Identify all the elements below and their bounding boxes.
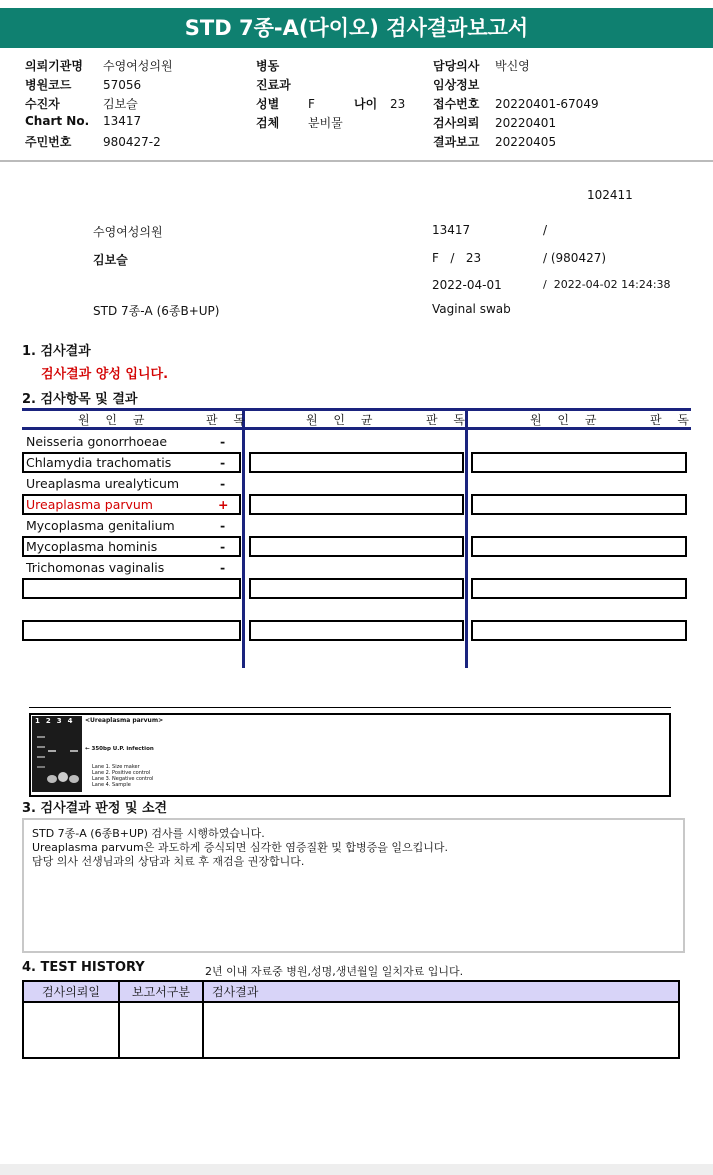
pathogen-result: - xyxy=(220,476,226,491)
pathogen-result: - xyxy=(220,455,226,470)
header-row: 수진자 김보슬 xyxy=(25,97,138,111)
history-col-report-type: 보고서구분 xyxy=(119,981,203,1002)
findings-line: Ureaplasma parvum은 과도하게 증식되면 심각한 염증질환 및 합병증을 일으킵니다. xyxy=(32,841,448,854)
pathogen-result-positive: + xyxy=(218,497,229,512)
row-box xyxy=(471,536,687,557)
pathogen-result: - xyxy=(220,434,226,449)
history-cell xyxy=(119,1002,203,1058)
row-box xyxy=(471,620,687,641)
section4-heading: 4. TEST HISTORY xyxy=(22,960,145,975)
col-header-pathogen: 원 인 균 xyxy=(530,413,603,427)
row-box xyxy=(249,452,464,473)
col-header-result: 판 독 xyxy=(426,413,471,427)
history-note: 2년 이내 자료중 병원,성명,생년월일 일치자료 입니다. xyxy=(205,965,464,978)
table-divider-2 xyxy=(465,408,468,668)
pathogen-name: Neisseria gonorrhoeae xyxy=(26,434,168,449)
info-report-datetime: / 2022-04-02 14:24:38 xyxy=(543,278,671,291)
row-box xyxy=(471,494,687,515)
info-hospital: 수영여성의원 xyxy=(93,225,163,239)
info-birth: / (980427) xyxy=(543,251,607,265)
col-header-pathogen: 원 인 균 xyxy=(306,413,379,427)
info-sex-age: F / 23 xyxy=(432,251,482,265)
info-slash: / xyxy=(543,223,548,237)
info-request-date: 2022-04-01 xyxy=(432,278,502,292)
row-box xyxy=(249,620,464,641)
result-summary: 검사결과 양성 입니다. xyxy=(41,367,169,382)
header-row: 주민번호 980427-2 xyxy=(25,135,161,149)
info-specimen: Vaginal swab xyxy=(432,302,511,316)
info-test-name: STD 7종-A (6종B+UP) xyxy=(93,304,220,318)
header-row: Chart No. 13417 xyxy=(25,114,142,128)
row-box xyxy=(249,536,464,557)
pathogen-name: Chlamydia trachomatis xyxy=(26,455,172,470)
footer-band xyxy=(0,1164,713,1175)
pathogen-name: Mycoplasma genitalium xyxy=(26,518,175,533)
header-separator xyxy=(0,160,713,162)
pathogen-result: - xyxy=(220,560,226,575)
header-col1 xyxy=(25,57,235,152)
history-empty-row xyxy=(23,1002,679,1058)
row-box xyxy=(249,494,464,515)
history-header-row xyxy=(23,981,679,1002)
row-box xyxy=(471,578,687,599)
pathogen-name: Trichomonas vaginalis xyxy=(26,560,165,575)
header-row: 의뢰기관명 수영여성의원 xyxy=(25,59,173,73)
report-code: 102411 xyxy=(587,188,633,202)
pathogen-name-positive: Ureaplasma parvum xyxy=(26,497,153,512)
gel-band-label: ← 350bp U.P. infection xyxy=(85,746,154,752)
table-divider-1 xyxy=(242,408,245,668)
pathogen-result: - xyxy=(220,539,226,554)
row-box xyxy=(22,578,241,599)
col-header-result: 판 독 xyxy=(206,413,251,427)
header-age: 나이 23 xyxy=(354,97,406,111)
findings-box xyxy=(22,818,685,953)
findings-line: STD 7종-A (6종B+UP) 검사를 시행하였습니다. xyxy=(32,827,265,840)
info-patient: 김보슬 xyxy=(93,253,128,267)
col-header-pathogen: 원 인 균 xyxy=(78,413,151,427)
header-col2: 병동 진료과 성별 F 검체 분비물 xyxy=(256,59,343,130)
section2-heading: 2. 검사항목 및 결과 xyxy=(22,392,138,407)
report-title: STD 7종-A(다이오) 검사결과보고서 xyxy=(0,8,713,48)
gel-bands-icon xyxy=(32,716,82,792)
col-header-result: 판 독 xyxy=(650,413,695,427)
section3-heading: 3. 검사결과 판정 및 소견 xyxy=(22,801,168,816)
pathogen-result: - xyxy=(220,518,226,533)
pathogen-name: Ureaplasma urealyticum xyxy=(26,476,180,491)
header-col3: 담당의사 박신영 임상정보 접수번호 20220401-67049 검사의뢰 20220401 결과보고 20220405 xyxy=(433,59,599,149)
row-box xyxy=(471,452,687,473)
gel-electrophoresis-image xyxy=(32,716,82,792)
pathogen-name: Mycoplasma hominis xyxy=(26,539,158,554)
gel-lane-labels: 1 2 3 4 xyxy=(35,717,73,725)
history-table xyxy=(22,980,680,1059)
gel-legend: Lane 1. Size maker Lane 2. Positive control Lane 3. Negative control Lane 4. Sample xyxy=(92,764,154,788)
history-col-request-date: 검사의뢰일 xyxy=(23,981,119,1002)
section1-heading: 1. 검사결과 xyxy=(22,344,91,359)
gel-top-rule xyxy=(29,707,671,708)
history-cell xyxy=(203,1002,679,1058)
findings-line: 담당 의사 선생님과의 상담과 치료 후 재검을 권장합니다. xyxy=(32,855,305,868)
info-chart: 13417 xyxy=(432,223,471,237)
gel-title: <Ureaplasma parvum> xyxy=(85,717,164,724)
header-row: 병원코드 57056 xyxy=(25,78,142,92)
history-cell xyxy=(23,1002,119,1058)
row-box xyxy=(249,578,464,599)
history-col-result: 검사결과 xyxy=(203,981,679,1002)
row-box xyxy=(22,620,241,641)
